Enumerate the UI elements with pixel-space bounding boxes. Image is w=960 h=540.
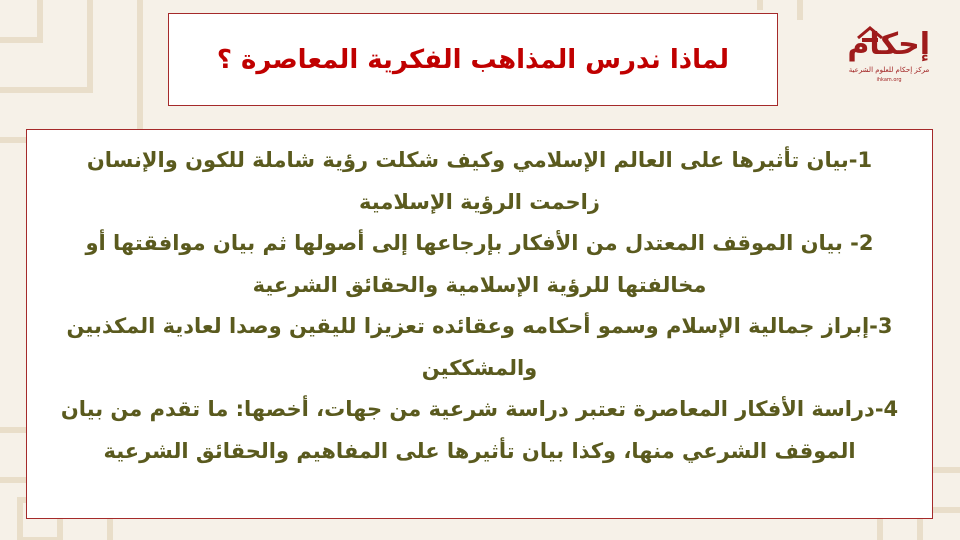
logo-url: ihkam.org — [876, 77, 902, 83]
point-4: 4-دراسة الأفكار المعاصرة تعتبر دراسة شرعية من جهات، أخصها: ما تقدم من بيان الموقف الشرعي منها، وكذا بيان تأثيرها على المفاهيم والحقائق الشرعية — [60, 397, 899, 463]
slide-title: لماذا ندرس المذاهب الفكرية المعاصرة ؟ — [216, 44, 730, 75]
point-3: 3-إبراز جمالية الإسلام وسمو أحكامه وعقائده تعزيزا لليقين وصدا لعادية المكذبين والمشككين — [66, 314, 893, 380]
point-2: 2- بيان الموقف المعتدل من الأفكار بإرجاعها إلى أصولها ثم بيان موافقتها أو مخالفتها للرؤية الإسلامية والحقائق الشرعية — [85, 231, 874, 297]
logo — [848, 24, 930, 90]
content-box — [26, 129, 933, 519]
logo-tagline: مركز إحكام للعلوم الشرعية — [848, 66, 930, 74]
title-box — [168, 13, 778, 106]
logo-wordmark: إحكام — [847, 27, 930, 62]
point-1: 1-بيان تأثيرها على العالم الإسلامي وكيف شكلت رؤية شاملة للكون والإنسان زاحمت الرؤية الإسلامية — [86, 148, 873, 214]
points-list — [55, 140, 904, 472]
